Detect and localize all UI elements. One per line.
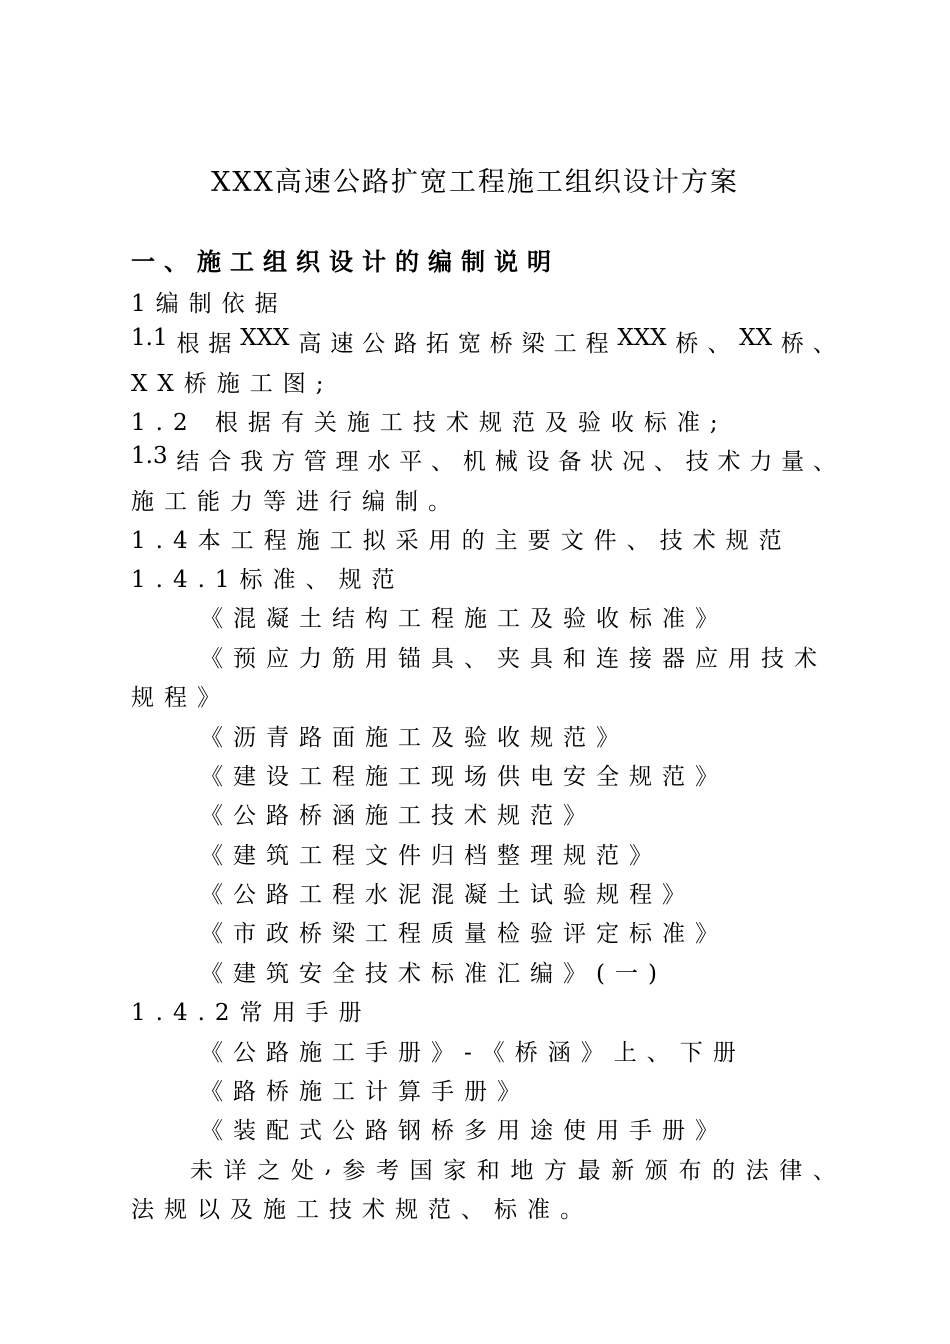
standard-item-continued: 规程》 <box>131 685 230 711</box>
item-1-4-2: 1.4.2常用手册 <box>131 1000 372 1026</box>
standard-item: 《市政桥梁工程质量检验评定标准》 <box>200 921 728 947</box>
document-title: XXX高速公路扩宽工程施工组织设计方案 <box>211 167 739 198</box>
standard-item: 《建筑安全技术标准汇编》(一) <box>200 961 667 987</box>
item-1-1-line1: 1.1 根 据 XXX 高 速 公 路 拓 宽 桥 梁 工 程 XXX 桥 、 XX 桥 、 <box>131 325 836 357</box>
standard-item: 《沥青路面施工及验收规范》 <box>200 725 629 751</box>
standard-item: 《建筑工程文件归档整理规范》 <box>200 843 662 869</box>
item-1-4-1: 1.4.1标准、规范 <box>131 567 405 593</box>
closing-line1: 未 详 之 处 , 参 考 国 家 和 地 方 最 新 颁 布 的 法 律 、 <box>190 1152 836 1184</box>
item-1-3-line2: 施工能力等进行编制。 <box>131 489 461 515</box>
item-1-4: 1.4本工程施工拟采用的主要文件、技术规范 <box>131 528 792 554</box>
standard-item: 《公路桥涵施工技术规范》 <box>200 803 596 829</box>
closing-line2: 法规以及施工技术规范、标准。 <box>131 1197 593 1223</box>
item-1-3-line1: 1.3 结 合 我 方 管 理 水 平 、 机 械 设 备 状 况 、 技 术 力 量 、 <box>131 443 836 475</box>
basis-heading: 1编制依据 <box>131 291 288 317</box>
item-1-2: 1.2 根据有关施工技术规范及验收标准; <box>131 410 728 436</box>
standard-item: 《建设工程施工现场供电安全规范》 <box>200 764 728 790</box>
standard-item: 《公路工程水泥混凝土试验规程》 <box>200 882 695 908</box>
section-heading: 一、施工组织设计的编制说明 <box>131 248 560 276</box>
manual-item: 《公路施工手册》-《桥涵》上、下册 <box>200 1040 746 1066</box>
standard-item: 《混凝土结构工程施工及验收标准》 <box>200 606 728 632</box>
manual-item: 《路桥施工计算手册》 <box>200 1079 530 1105</box>
manual-item: 《装配式公路钢桥多用途使用手册》 <box>200 1118 728 1144</box>
standard-item: 《预应力筋用锚具、夹具和连接器应用技术 <box>200 646 827 672</box>
item-1-1-line2: XX桥施工图; <box>131 371 334 397</box>
